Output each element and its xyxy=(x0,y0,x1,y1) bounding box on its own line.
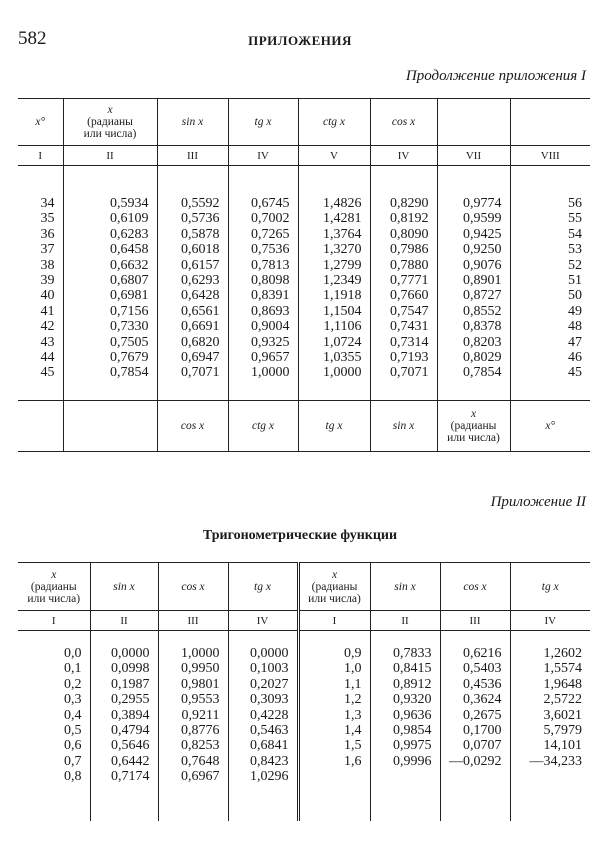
column-header-line: x xyxy=(107,104,113,116)
table-cell: 0,6807 xyxy=(110,273,149,289)
table-cell: 1,2349 xyxy=(323,273,362,289)
table-cell: 1,3764 xyxy=(323,226,362,242)
column-header xyxy=(157,99,228,146)
table-cell: 47 xyxy=(568,334,582,350)
column-numeral-line: III xyxy=(187,149,198,162)
column-numeral xyxy=(90,611,158,631)
table-cell: 1,5574 xyxy=(543,661,582,677)
table-cell: 0,9599 xyxy=(463,211,502,227)
table-cell: 1,4 xyxy=(344,723,362,739)
table-cell: 0,7854 xyxy=(463,365,502,381)
table-cell: 43 xyxy=(40,334,55,350)
column-footer xyxy=(437,401,510,452)
table-trig-functions xyxy=(18,562,590,821)
table-cell: 0,8391 xyxy=(251,288,290,304)
table-cell: 0,8290 xyxy=(390,196,429,211)
column-footer-line: или числа) xyxy=(447,432,500,444)
table-cell: 0,7431 xyxy=(390,319,429,335)
table-cell: 0,7854 xyxy=(110,365,149,381)
column-header xyxy=(63,99,157,146)
column-numeral-line: VIII xyxy=(540,149,560,162)
column-numeral-line: II xyxy=(120,614,128,627)
column-header-line: tg x xyxy=(254,116,272,128)
table-cell: 0,4228 xyxy=(250,707,289,723)
table-cell: 1,0296 xyxy=(250,769,289,785)
table-cell: 0,6967 xyxy=(181,769,220,785)
data-column xyxy=(437,166,510,401)
table-cell: 0,5646 xyxy=(111,738,150,754)
table-cell: 0,7174 xyxy=(111,769,150,785)
table-cell: 3,6021 xyxy=(543,707,582,723)
table-cell: 0,9950 xyxy=(181,661,220,677)
table-cell: 1,0000 xyxy=(181,646,220,661)
column-footer xyxy=(63,401,157,452)
column-header-line: cos x xyxy=(391,116,416,128)
table-cell: 1,0355 xyxy=(323,350,362,366)
table-cell: 48 xyxy=(568,319,582,335)
column-footer-line: tg x xyxy=(325,420,343,432)
table-cell: 0,7071 xyxy=(390,365,429,381)
table-cell: 49 xyxy=(568,303,582,319)
table-cell: 1,4826 xyxy=(323,196,362,211)
table-cell: 0,8423 xyxy=(250,753,289,769)
table-cell: 0,8552 xyxy=(463,303,502,319)
table-cell: 0,6428 xyxy=(181,288,220,304)
column-numeral xyxy=(18,611,90,631)
column-header-line: cos x xyxy=(181,580,205,593)
table-cell: 56 xyxy=(568,196,582,211)
table-cell: 0,4 xyxy=(64,707,82,723)
table-cell: 0,8192 xyxy=(390,211,429,227)
table-cell: 0,7679 xyxy=(110,350,149,366)
column-header xyxy=(510,563,590,611)
column-numeral xyxy=(18,146,63,166)
column-header-line: sin x xyxy=(113,580,135,593)
column-numeral xyxy=(298,146,370,166)
table-cell: 53 xyxy=(568,242,582,258)
column-numeral-line: V xyxy=(330,149,338,162)
data-column xyxy=(298,631,370,821)
table-cell: 0,6947 xyxy=(181,350,220,366)
table-cell: 0,8253 xyxy=(181,738,220,754)
table-cell: 0,6 xyxy=(64,738,82,754)
table-cell: 0,2955 xyxy=(111,692,150,708)
table-cell: 0,9076 xyxy=(463,257,502,273)
column-numeral xyxy=(228,611,298,631)
page-number: 582 xyxy=(18,28,47,49)
table-cell: 2,5722 xyxy=(543,692,582,708)
table-appendix-1 xyxy=(18,98,590,452)
table-cell: 0,6632 xyxy=(110,257,149,273)
table-cell: 0,8415 xyxy=(393,661,432,677)
column-footer xyxy=(510,401,590,452)
table-cell: 0,7660 xyxy=(390,288,429,304)
appendix-2-title: Тригонометрические функции xyxy=(202,528,398,543)
column-numeral-line: II xyxy=(106,149,114,162)
column-footer xyxy=(370,401,437,452)
table-cell: 0,5403 xyxy=(463,661,502,677)
table-cell: 0,5 xyxy=(64,723,82,739)
table-cell: 0,9004 xyxy=(251,319,290,335)
table-cell: 0,0 xyxy=(64,646,82,661)
column-header-line: ctg x xyxy=(322,116,346,128)
column-footer-line: (радианы xyxy=(450,420,497,432)
data-column xyxy=(370,166,437,401)
table-cell: 0,1987 xyxy=(111,676,150,692)
table-cell: 0,1700 xyxy=(463,723,502,739)
table-cell: 0,9636 xyxy=(393,707,432,723)
column-header xyxy=(228,99,298,146)
column-header-line: (радианы xyxy=(311,580,358,593)
table-cell: 0,2027 xyxy=(250,676,289,692)
table-cell: 1,4281 xyxy=(323,211,362,227)
data-column xyxy=(228,166,298,401)
table-cell: 1,3 xyxy=(344,707,362,723)
table-cell: 35 xyxy=(40,211,55,227)
table-cell: 0,6745 xyxy=(251,196,290,211)
table-cell: 0,9553 xyxy=(181,692,220,708)
data-column xyxy=(157,166,228,401)
data-column xyxy=(510,166,590,401)
table-cell: 0,7833 xyxy=(393,646,432,661)
column-numeral xyxy=(510,146,590,166)
column-header xyxy=(18,563,90,611)
column-header-line: sin x xyxy=(394,580,416,593)
table-cell: 0,9657 xyxy=(251,350,290,366)
table-cell: 0,3093 xyxy=(250,692,289,708)
table-cell: 0,6561 xyxy=(181,303,220,319)
table-cell: 0,7314 xyxy=(390,334,429,350)
column-numeral xyxy=(437,146,510,166)
table-cell: 1,1 xyxy=(344,676,362,692)
table-cell: 0,7265 xyxy=(251,226,290,242)
table-cell: 0,9774 xyxy=(463,196,502,211)
table-cell: 39 xyxy=(40,273,55,289)
table-cell: 1,0000 xyxy=(251,365,290,381)
table-cell: 46 xyxy=(568,350,582,366)
table-cell: 0,1003 xyxy=(250,661,289,677)
column-header xyxy=(158,563,228,611)
table-cell: 0,7193 xyxy=(390,350,429,366)
table-cell: 0,8693 xyxy=(251,303,290,319)
table-cell: 0,0000 xyxy=(111,646,150,661)
table-cell: 41 xyxy=(40,303,55,319)
table-cell: 1,2602 xyxy=(543,646,582,661)
data-column xyxy=(370,631,440,821)
column-numeral-line: II xyxy=(401,614,409,627)
table-cell: 0,6283 xyxy=(110,226,149,242)
table-cell: 45 xyxy=(568,365,582,381)
data-column xyxy=(90,631,158,821)
table-cell: 1,0724 xyxy=(323,334,362,350)
column-header xyxy=(440,563,510,611)
table-cell: 0,4536 xyxy=(463,676,502,692)
table-cell: 0,9211 xyxy=(181,707,220,723)
table-cell: 0,7771 xyxy=(390,273,429,289)
column-numeral xyxy=(63,146,157,166)
column-header-line: или числа) xyxy=(83,128,137,140)
table-cell: 0,2675 xyxy=(463,707,502,723)
column-header-line: tg x xyxy=(254,580,271,593)
table-cell: 0,6841 xyxy=(250,738,289,754)
table-cell: 1,6 xyxy=(344,753,362,769)
table-cell: 0,7330 xyxy=(110,319,149,335)
running-head: ПРИЛОЖЕНИЯ xyxy=(248,33,352,48)
column-numeral-line: IV xyxy=(397,149,410,162)
table-cell: 0,7002 xyxy=(251,211,290,227)
table-cell: 36 xyxy=(40,226,55,242)
table-cell: 0,8090 xyxy=(390,226,429,242)
column-numeral-line: IV xyxy=(257,149,269,162)
table-cell: 1,1918 xyxy=(323,288,362,304)
table-cell: 0,8727 xyxy=(463,288,502,304)
table-cell: 0,7071 xyxy=(181,365,220,381)
table-cell: 1,2799 xyxy=(323,257,362,273)
data-column xyxy=(18,631,90,821)
table-cell: 0,8776 xyxy=(181,723,220,739)
table-cell: 45 xyxy=(40,365,55,381)
column-header-line: (радианы xyxy=(87,116,133,128)
table-cell: 0,7505 xyxy=(110,334,149,350)
column-numeral-line: IV xyxy=(544,614,557,627)
column-header-line: tg x xyxy=(541,580,559,593)
column-numeral xyxy=(510,611,590,631)
table-cell: 0,0000 xyxy=(250,646,289,661)
column-numeral-line: IV xyxy=(256,614,269,627)
column-footer-line: ctg x xyxy=(251,420,275,432)
table-cell: 42 xyxy=(40,319,55,335)
column-footer xyxy=(18,401,63,452)
column-numeral xyxy=(158,611,228,631)
table-cell: 1,0 xyxy=(344,661,362,677)
table-cell: 38 xyxy=(40,257,55,273)
column-numeral xyxy=(370,611,440,631)
column-header-line: x xyxy=(331,568,338,581)
data-column xyxy=(510,631,590,821)
table-cell: 0,6018 xyxy=(181,242,220,258)
table-cell: 0,6216 xyxy=(463,646,502,661)
table-cell: 0,8203 xyxy=(463,334,502,350)
table-cell: 0,6691 xyxy=(181,319,220,335)
column-numeral xyxy=(440,611,510,631)
table-cell: 0,8378 xyxy=(463,319,502,335)
column-header xyxy=(370,563,440,611)
column-footer xyxy=(228,401,298,452)
table-cell: 51 xyxy=(568,273,582,289)
column-numeral xyxy=(370,146,437,166)
column-footer-line: x° xyxy=(545,420,556,432)
table-cell: 0,7156 xyxy=(110,303,149,319)
table-cell: 0,6820 xyxy=(181,334,220,350)
table-cell: 44 xyxy=(40,350,55,366)
table-cell: 0,9854 xyxy=(393,723,432,739)
data-column xyxy=(228,631,298,821)
table-cell: 0,7536 xyxy=(251,242,290,258)
table-cell: 0,9801 xyxy=(181,676,220,692)
table-cell: 0,9250 xyxy=(463,242,502,258)
table-cell: 0,6293 xyxy=(181,273,220,289)
table-cell: 1,9648 xyxy=(543,676,582,692)
column-header-line: cos x xyxy=(463,580,487,593)
column-numeral xyxy=(298,611,370,631)
table-cell: 40 xyxy=(40,288,55,304)
table-cell: 1,1106 xyxy=(323,319,362,335)
table-cell: 1,1504 xyxy=(323,303,362,319)
table-cell: 0,2 xyxy=(64,676,82,692)
data-column xyxy=(63,166,157,401)
table-cell: —34,233 xyxy=(529,753,582,769)
table-cell: 0,8901 xyxy=(463,273,502,289)
column-header-line: (радианы xyxy=(30,580,77,593)
data-column xyxy=(440,631,510,821)
table-cell: 0,0707 xyxy=(463,738,502,754)
table-cell: 0,9320 xyxy=(393,692,432,708)
column-footer xyxy=(298,401,370,452)
column-header xyxy=(90,563,158,611)
table-cell: 0,3624 xyxy=(463,692,502,708)
column-footer-line: sin x xyxy=(392,420,415,432)
table-cell: 0,9325 xyxy=(251,334,290,350)
column-footer-line: cos x xyxy=(180,420,205,432)
column-numeral-line: III xyxy=(469,614,481,627)
table-cell: 0,6442 xyxy=(111,753,150,769)
table-cell: 0,5736 xyxy=(181,211,220,227)
table-cell: 0,8098 xyxy=(251,273,290,289)
table-cell: 0,7547 xyxy=(390,303,429,319)
column-header-line: x xyxy=(51,568,57,581)
column-numeral-line: I xyxy=(332,614,337,627)
table-cell: 0,6981 xyxy=(110,288,149,304)
table-cell: 0,7880 xyxy=(390,257,429,273)
data-column xyxy=(298,166,370,401)
table-cell: 37 xyxy=(40,242,55,258)
table-cell: 0,6157 xyxy=(181,257,220,273)
column-header-line: или числа) xyxy=(27,592,81,605)
continuation-label: Продолжение приложения I xyxy=(405,68,586,84)
table-cell: 14,101 xyxy=(543,738,582,754)
table-cell: 0,3 xyxy=(64,692,82,708)
table-cell: 0,9 xyxy=(344,646,362,661)
column-header-line: sin x xyxy=(181,116,204,128)
column-footer-line: x xyxy=(470,408,477,420)
table-cell: 34 xyxy=(40,196,55,211)
table-cell: 5,7979 xyxy=(543,723,582,739)
table-cell: 0,7986 xyxy=(390,242,429,258)
table-cell: 0,7648 xyxy=(181,753,220,769)
table-cell: 0,6109 xyxy=(110,211,149,227)
table-cell: 1,5 xyxy=(344,738,362,754)
table-cell: 1,2 xyxy=(344,692,362,708)
column-numeral-line: I xyxy=(51,614,56,627)
table-cell: 1,0000 xyxy=(323,365,362,381)
table-cell: 0,9975 xyxy=(393,738,432,754)
table-cell: 0,7 xyxy=(64,753,82,769)
column-header xyxy=(298,563,370,611)
column-header xyxy=(18,99,63,146)
column-header xyxy=(510,99,590,146)
column-header-line: x° xyxy=(35,116,46,128)
table-cell: 0,6458 xyxy=(110,242,149,258)
table-cell: 0,7813 xyxy=(251,257,290,273)
table-cell: 0,1 xyxy=(64,661,82,677)
column-footer xyxy=(157,401,228,452)
column-numeral xyxy=(228,146,298,166)
appendix-2-label: Приложение II xyxy=(490,494,586,510)
table-cell: 0,0998 xyxy=(111,661,150,677)
table-cell: 50 xyxy=(568,288,582,304)
column-header xyxy=(298,99,370,146)
column-header xyxy=(370,99,437,146)
column-numeral xyxy=(157,146,228,166)
table-cell: 0,5463 xyxy=(250,723,289,739)
column-numeral-line: VII xyxy=(465,149,482,162)
table-cell: 0,5592 xyxy=(181,196,220,211)
table-cell: 0,4794 xyxy=(111,723,150,739)
column-numeral-line: I xyxy=(38,149,43,162)
column-header xyxy=(228,563,298,611)
table-cell: —0,0292 xyxy=(449,753,502,769)
table-cell: 0,8 xyxy=(64,769,82,785)
column-header-line: или числа) xyxy=(308,592,361,605)
table-cell: 55 xyxy=(568,211,582,227)
column-header xyxy=(437,99,510,146)
table-cell: 0,9996 xyxy=(393,753,432,769)
table-cell: 1,3270 xyxy=(323,242,362,258)
table-cell: 0,5934 xyxy=(110,196,149,211)
table-cell: 0,8912 xyxy=(393,676,432,692)
table-cell: 0,8029 xyxy=(463,350,502,366)
data-column xyxy=(158,631,228,821)
table-cell: 0,3894 xyxy=(111,707,150,723)
table-cell: 0,9425 xyxy=(463,226,502,242)
column-numeral-line: III xyxy=(187,614,199,627)
table-cell: 0,5878 xyxy=(181,226,220,242)
table-cell: 54 xyxy=(568,226,582,242)
table-cell: 52 xyxy=(568,257,582,273)
data-column xyxy=(18,166,63,401)
